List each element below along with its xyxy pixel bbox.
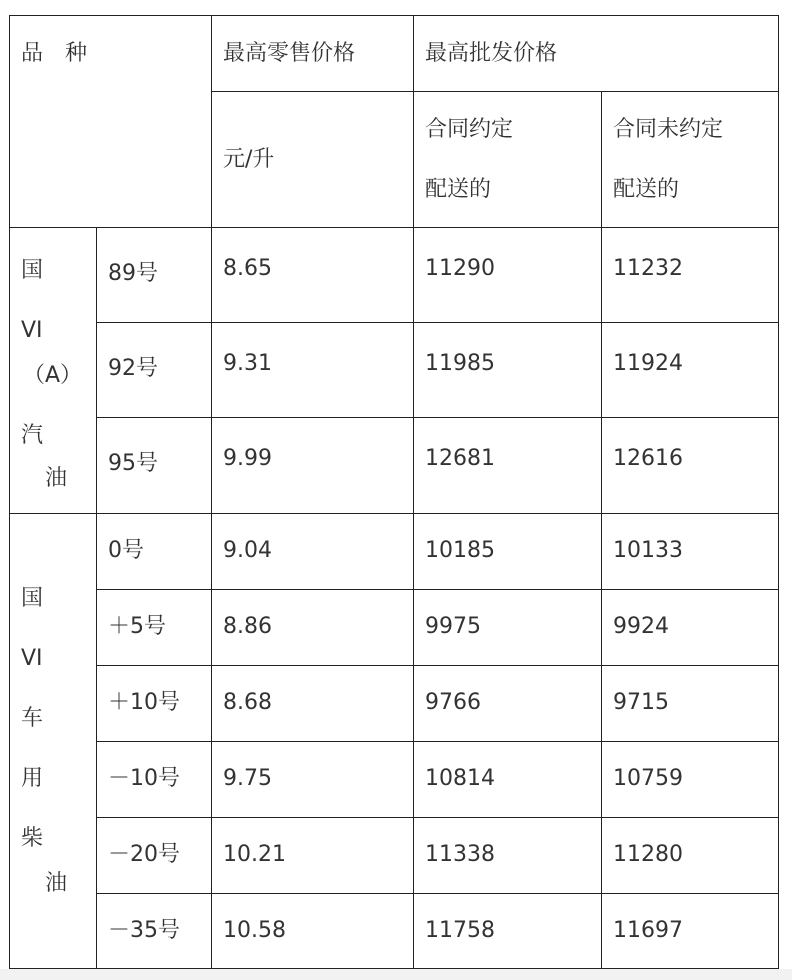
retail-price-cell: 9.75 <box>223 766 272 791</box>
no-contract-price-cell: 11697 <box>613 918 683 943</box>
header-contract-line2: 配送的 <box>425 177 492 202</box>
category-char: 油 <box>45 871 68 896</box>
retail-price-cell: 8.65 <box>223 256 272 281</box>
page-bottom-strip <box>0 969 792 980</box>
table-row <box>96 227 779 322</box>
table-row <box>96 665 779 741</box>
grade-cell: 95号 <box>108 451 158 476</box>
no-contract-price-cell: 11924 <box>613 351 683 376</box>
header-unit-label: 元/升 <box>223 147 275 172</box>
header-no-contract-line2: 配送的 <box>613 177 680 202</box>
no-contract-price-cell: 11232 <box>613 256 683 281</box>
contract-price-cell: 9975 <box>425 614 481 639</box>
grade-cell: 89号 <box>108 261 158 286</box>
grade-cell: －10号 <box>108 766 180 791</box>
table-row <box>96 741 779 817</box>
category-char: 国 <box>21 586 44 611</box>
header-max-retail-label: 最高零售价格 <box>223 41 356 66</box>
no-contract-price-cell: 11280 <box>613 842 683 867</box>
no-contract-price-cell: 9715 <box>613 690 669 715</box>
contract-price-cell: 11290 <box>425 256 495 281</box>
grade-cell: ＋5号 <box>108 614 166 639</box>
header-variety-label: 品 种 <box>21 41 88 66</box>
grade-cell: －35号 <box>108 918 180 943</box>
retail-price-cell: 8.68 <box>223 690 272 715</box>
contract-price-cell: 10185 <box>425 538 495 563</box>
no-contract-price-cell: 10759 <box>613 766 683 791</box>
table-row <box>96 322 779 417</box>
category-char: 国 <box>21 258 44 283</box>
category-char: 柴 <box>21 826 44 851</box>
table-row <box>96 893 779 968</box>
category-char: （A） <box>23 363 83 388</box>
header-no-contract-line1: 合同未约定 <box>613 117 724 142</box>
grade-cell: 0号 <box>108 538 144 563</box>
category-char: VI <box>21 318 43 343</box>
category-char: 用 <box>21 766 44 791</box>
header-contract-line1: 合同约定 <box>425 117 514 142</box>
retail-price-cell: 10.21 <box>223 842 286 867</box>
retail-price-cell: 8.86 <box>223 614 272 639</box>
fuel-price-table <box>9 15 779 969</box>
table-row <box>96 589 779 665</box>
no-contract-price-cell: 12616 <box>613 446 683 471</box>
contract-price-cell: 11985 <box>425 351 495 376</box>
contract-price-cell: 10814 <box>425 766 495 791</box>
no-contract-price-cell: 9924 <box>613 614 669 639</box>
retail-price-cell: 9.04 <box>223 538 272 563</box>
gasoline-category-cell <box>9 227 96 513</box>
grade-cell: 92号 <box>108 356 158 381</box>
retail-price-cell: 9.99 <box>223 446 272 471</box>
contract-price-cell: 9766 <box>425 690 481 715</box>
category-char: 车 <box>21 706 44 731</box>
grade-cell: －20号 <box>108 842 180 867</box>
retail-price-cell: 10.58 <box>223 918 286 943</box>
contract-price-cell: 12681 <box>425 446 495 471</box>
no-contract-price-cell: 10133 <box>613 538 683 563</box>
header-max-wholesale-label: 最高批发价格 <box>425 41 558 66</box>
header-no-contract <box>601 91 779 227</box>
table-row <box>96 417 779 513</box>
contract-price-cell: 11758 <box>425 918 495 943</box>
grade-cell: ＋10号 <box>108 690 180 715</box>
category-char: 汽 <box>21 423 44 448</box>
retail-price-cell: 9.31 <box>223 351 272 376</box>
table-row <box>96 513 779 589</box>
diesel-category-cell <box>9 513 96 968</box>
header-unit <box>211 91 413 227</box>
category-char: VI <box>21 646 43 671</box>
header-contract <box>413 91 601 227</box>
header-variety <box>9 15 211 227</box>
category-char: 油 <box>45 466 68 491</box>
contract-price-cell: 11338 <box>425 842 495 867</box>
header-max-wholesale <box>413 15 779 91</box>
header-max-retail <box>211 15 413 91</box>
table-row <box>96 817 779 893</box>
